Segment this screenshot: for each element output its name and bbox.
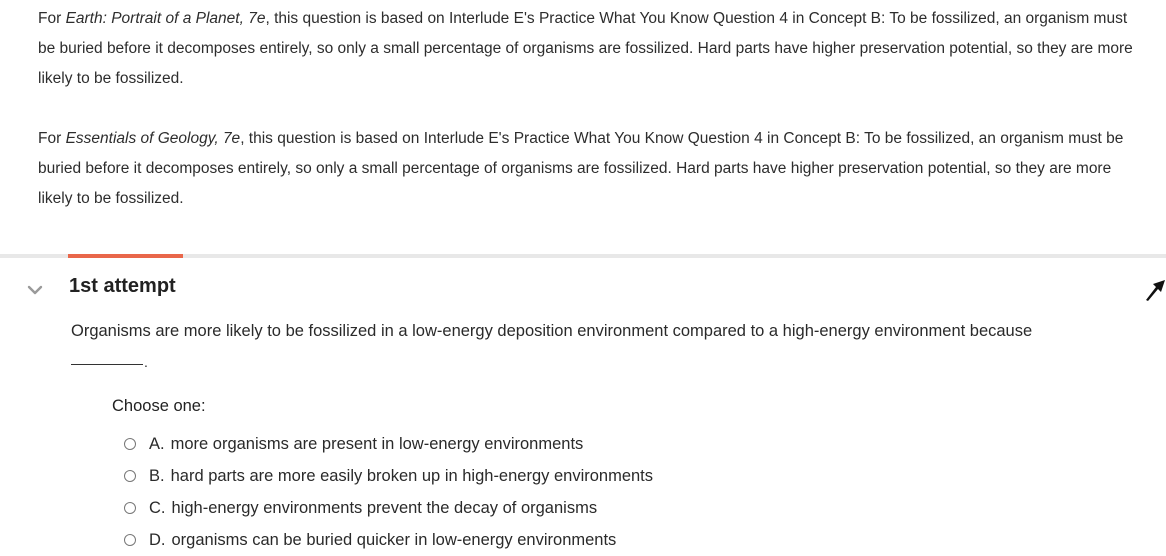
intro-paragraph-earth <box>38 4 1148 94</box>
book-title: Earth: Portrait of a Planet, 7e <box>65 10 266 27</box>
option-a[interactable] <box>124 428 653 460</box>
blank-line <box>71 364 143 365</box>
answer-options <box>124 428 653 556</box>
option-letter: D. <box>149 530 166 549</box>
intro-prefix: For <box>38 130 66 147</box>
option-text: hard parts are more easily broken up in high-energy environments <box>170 466 654 485</box>
option-letter: C. <box>149 498 166 517</box>
option-c[interactable] <box>124 492 653 524</box>
intro-prefix: For <box>38 10 66 27</box>
intro-paragraph-essentials <box>38 124 1148 214</box>
intro-text: , this question is based on Interlude E's Practice What You Know Question 4 in Concept B: To be fossilized, an organism must be buried before it decomposes entirely, so only a small percentage of organisms are fossilized. Hard parts have higher preservation potential, so they are more likely to be fossilized. <box>38 130 1124 207</box>
answer-blank <box>71 348 148 370</box>
choose-one-label: Choose one: <box>112 397 206 415</box>
option-letter: B. <box>149 466 165 485</box>
option-text: high-energy environments prevent the decay of organisms <box>171 498 598 517</box>
radio-button[interactable] <box>124 438 136 450</box>
question-text: Organisms are more likely to be fossilized in a low-energy deposition environment compared to a high-energy environment because <box>71 322 1033 340</box>
blank-period: . <box>144 354 148 370</box>
option-b[interactable] <box>124 460 653 492</box>
option-text: more organisms are present in low-energy environments <box>170 434 584 453</box>
option-text: organisms can be buried quicker in low-energy environments <box>171 530 617 549</box>
mouse-pointer-icon <box>1143 276 1166 302</box>
option-letter: A. <box>149 434 165 453</box>
option-d[interactable] <box>124 524 653 556</box>
chevron-down-icon[interactable] <box>26 281 44 299</box>
attempt-accent-bar <box>68 254 183 258</box>
attempt-title: 1st attempt <box>69 275 176 297</box>
radio-button[interactable] <box>124 502 136 514</box>
radio-button[interactable] <box>124 534 136 546</box>
radio-button[interactable] <box>124 470 136 482</box>
book-title: Essentials of Geology, 7e <box>65 130 241 147</box>
intro-text: , this question is based on Interlude E's Practice What You Know Question 4 in Concept B: To be fossilized, an organism must be buried before it decomposes entirely, so only a small percentage of organisms are fossilized. Hard parts have higher preservation potential, so they are more likely to be fossilized. <box>38 10 1133 87</box>
